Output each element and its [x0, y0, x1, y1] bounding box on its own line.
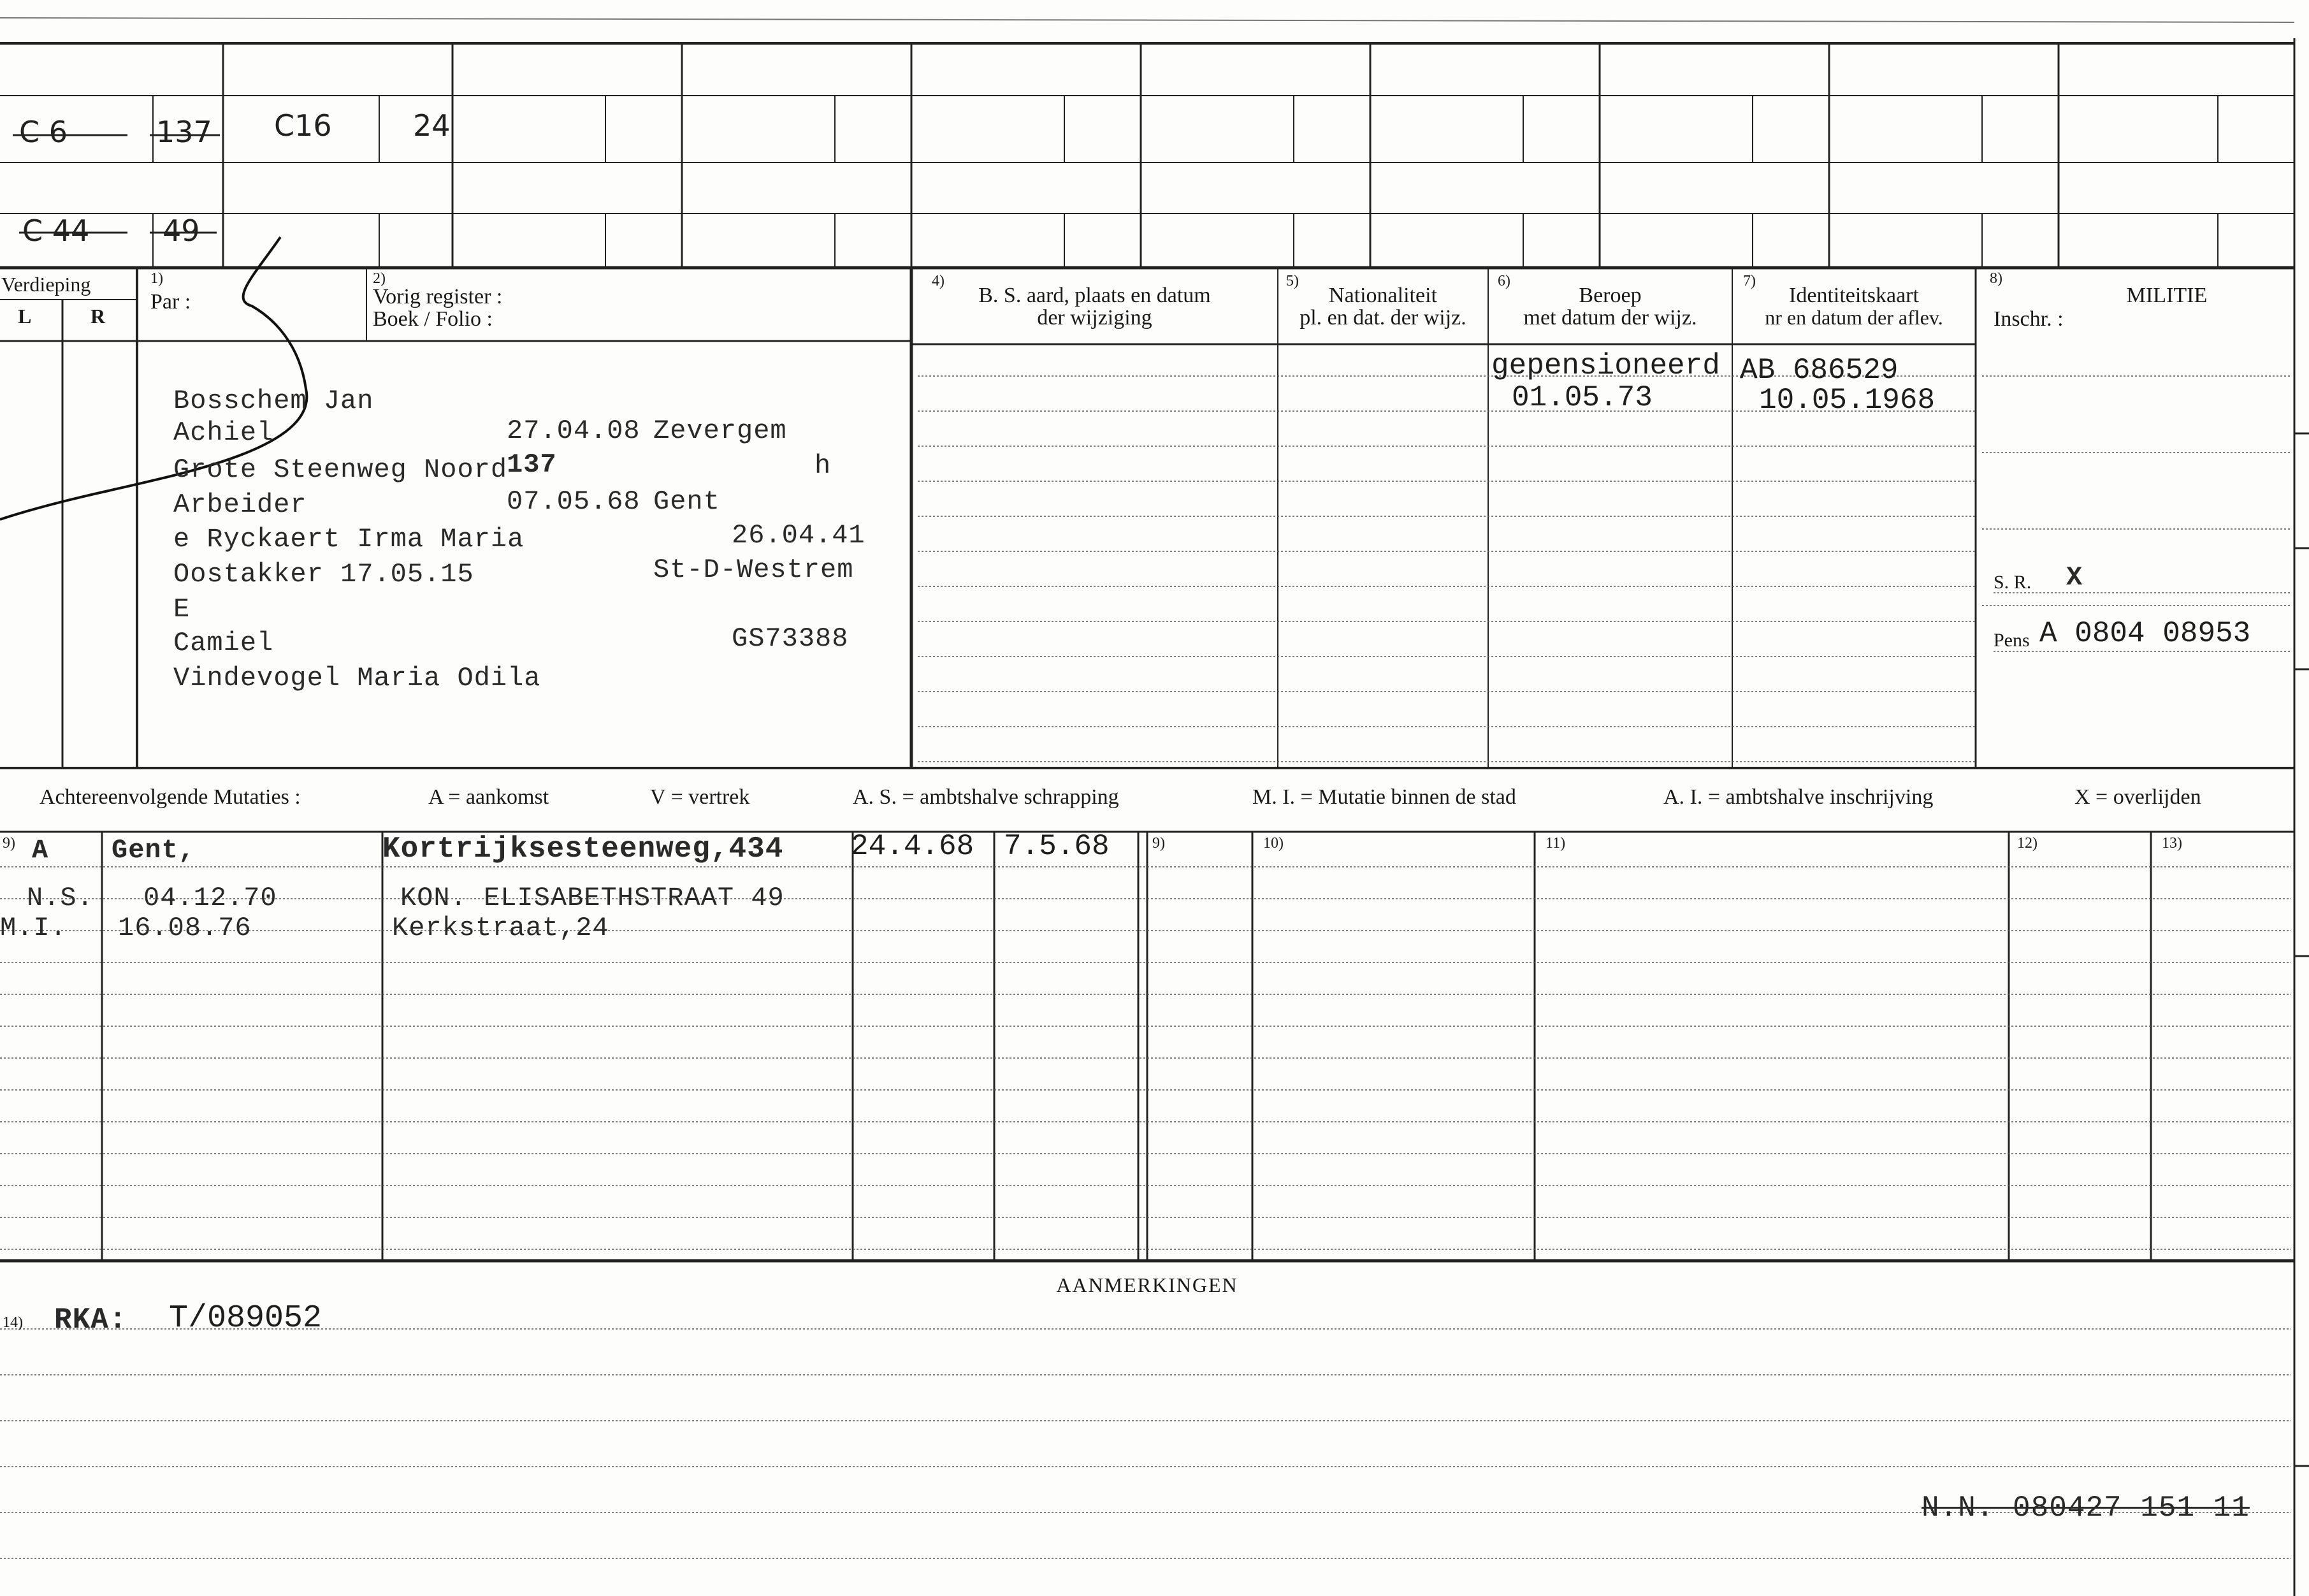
person-mother: Vindevogel Maria Odila [173, 663, 541, 693]
header-nationaliteit-sub: pl. en dat. der wijz. [1299, 306, 1466, 330]
code-c44: C 44 [22, 214, 90, 248]
militie-sr-label: S. R. [1994, 572, 2032, 593]
header-l: L [18, 305, 32, 328]
person-birth-date: 27.04.08 [507, 416, 641, 446]
header-5-num: 5) [1286, 273, 1299, 289]
person-house-no: 137 [507, 449, 557, 480]
person-occ-place: Gent [653, 486, 720, 517]
rka-value: T/089052 [169, 1300, 322, 1337]
person-occupation: Arbeider [173, 490, 307, 520]
profession-date: 01.05.73 [1512, 381, 1653, 414]
mutation-col-9b: 9) [1152, 835, 1165, 852]
mutation-type: M.I. [0, 913, 67, 943]
mutation-address: KON. ELISABETHSTRAAT 49 [400, 883, 785, 913]
legend-item: A. I. = ambtshalve inschrijving [1663, 785, 1934, 809]
mutation-date: 16.08.76 [118, 913, 252, 943]
mutation-col-13: 13) [2162, 835, 2182, 852]
id-card-date: 10.05.1968 [1759, 384, 1936, 417]
code-c6: C 6 [19, 115, 68, 149]
mutation-address: Kerkstraat,24 [392, 913, 609, 943]
header-inschr: Inschr. : [1994, 307, 2064, 331]
person-spouse-date: 26.04.41 [732, 520, 865, 551]
header-bs-line2: der wijziging [1037, 306, 1152, 330]
code-24: 24 [413, 108, 451, 143]
header-4-num: 4) [932, 273, 945, 289]
header-identiteitskaart: Identiteitskaart [1789, 284, 1919, 307]
header-boek-folio: Boek / Folio : [373, 307, 493, 331]
national-number: N.N. 080427 151 11 [1922, 1491, 2250, 1525]
header-8-num: 8) [1990, 270, 2002, 287]
legend-item: M. I. = Mutatie binnen de stad [1252, 785, 1516, 809]
militie-pens-label: Pens [1994, 630, 2030, 651]
header-verdieping: Verdieping [1, 273, 91, 296]
person-spouse: e Ryckaert Irma Maria [173, 524, 525, 555]
remarks-title: AANMERKINGEN [1056, 1273, 1238, 1296]
header-par: Par : [150, 290, 191, 314]
mutation-type: N.S. [27, 883, 94, 913]
profession-value: gepensioneerd [1491, 349, 1720, 382]
person-birth-extra: Zevergem [653, 416, 787, 446]
person-street-mark: h [814, 451, 832, 481]
code-49: 49 [163, 214, 200, 248]
legend-item: X = overlijden [2074, 785, 2201, 809]
legend-item: A = aankomst [428, 785, 549, 809]
legend-item: A. S. = ambtshalve schrapping [853, 785, 1119, 809]
militie-sr-value: X [2066, 562, 2083, 593]
militie-pens-value: A 0804 08953 [2039, 617, 2251, 650]
mutation-type: A [32, 835, 49, 866]
mutation-date-1: 24.4.68 [851, 830, 974, 863]
mutation-col-12: 12) [2017, 835, 2038, 852]
header-2-num: 2) [373, 270, 386, 287]
header-vorig-register: Vorig register : [373, 285, 503, 308]
code-137: 137 [156, 115, 212, 149]
legend-title: Achtereenvolgende Mutaties : [40, 785, 301, 809]
header-r: R [90, 305, 106, 328]
mutation-col-10: 10) [1263, 835, 1284, 852]
mutation-address: Kortrijksesteenweg,434 [382, 832, 784, 866]
remarks-num: 14) [3, 1314, 23, 1331]
mutation-date-2: 7.5.68 [1004, 830, 1110, 863]
mutation-col-9: 9) [3, 835, 15, 852]
mutation-date: 04.12.70 [143, 883, 277, 913]
person-father: Camiel [173, 628, 274, 658]
person-mark-e: E [173, 594, 191, 625]
legend-item: V = vertrek [650, 785, 750, 809]
person-occ-date: 07.05.68 [507, 486, 641, 517]
header-beroep: Beroep [1579, 284, 1642, 307]
mutation-date: Gent, [112, 835, 196, 866]
header-militie: MILITIE [2126, 284, 2208, 307]
header-nationaliteit: Nationaliteit [1329, 284, 1437, 307]
header-7-num: 7) [1743, 273, 1756, 289]
header-beroep-sub: met datum der wijz. [1523, 306, 1697, 330]
header-6-num: 6) [1498, 273, 1510, 289]
header-bs-line1: B. S. aard, plaats en datum [978, 284, 1211, 307]
code-c16: C16 [274, 108, 332, 143]
person-birth-place: Achiel [173, 417, 274, 448]
header-identiteitskaart-sub: nr en datum der aflev. [1765, 306, 1943, 329]
mutation-col-11: 11) [1545, 835, 1566, 852]
person-spouse-birth: Oostakker 17.05.15 [173, 559, 474, 590]
person-name: Bosschem Jan [173, 386, 374, 416]
person-spouse-place: St-D-Westrem [653, 555, 854, 585]
rka-label: RKA: [54, 1303, 127, 1337]
id-card-number: AB 686529 [1740, 354, 1899, 387]
person-street: Grote Steenweg Noord [173, 454, 508, 485]
header-1-num: 1) [150, 270, 163, 287]
person-code: GS73388 [732, 623, 849, 654]
